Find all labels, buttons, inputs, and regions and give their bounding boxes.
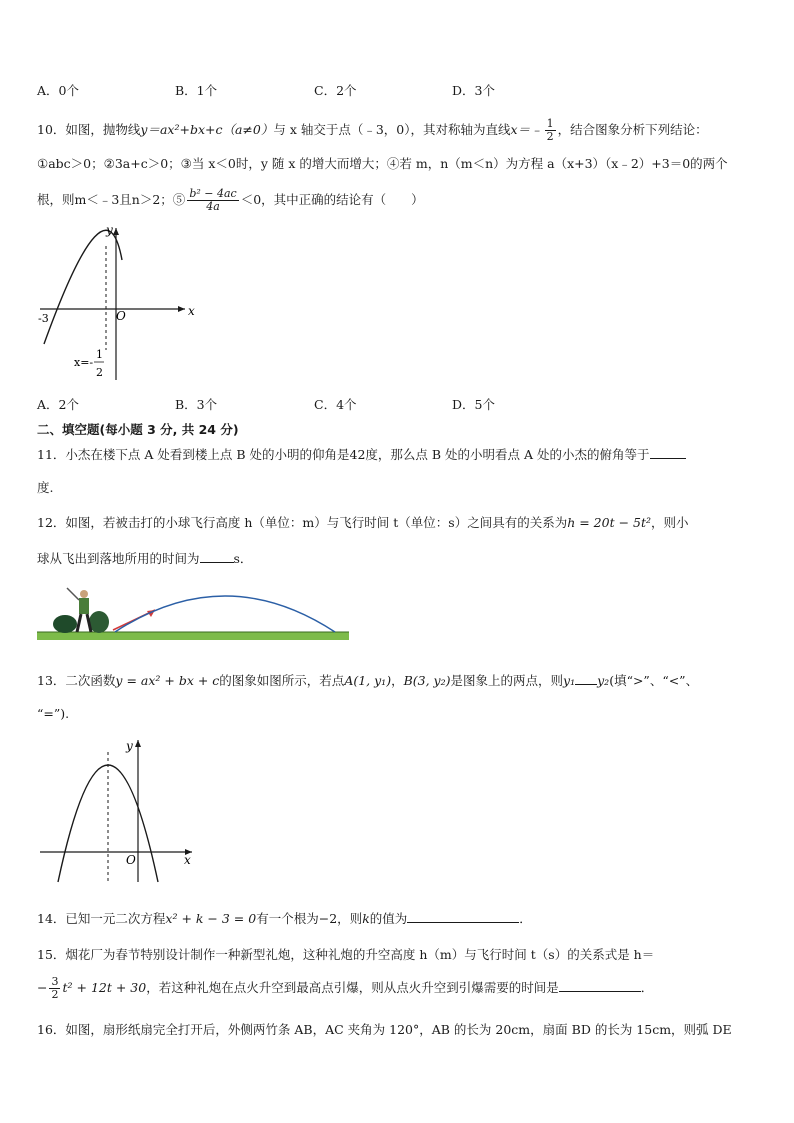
q15-fraction xyxy=(49,976,60,1001)
q12-answer-blank[interactable] xyxy=(200,550,234,563)
q12-line-1 xyxy=(37,514,689,532)
q13-y-arrow xyxy=(135,740,141,747)
q10-parabola-curve xyxy=(44,230,122,344)
q10-option-b: B．3个 xyxy=(175,397,218,412)
q15-text-b: ，若这种礼炮在点火升空到最高点引爆，则从点火升空到引爆需要的时间是 xyxy=(146,980,559,995)
q10-equation: y＝ax²+bx+c（a≠0） xyxy=(140,122,274,137)
q15-minus: − xyxy=(37,980,48,995)
q13-separator: ， xyxy=(391,673,404,688)
q11-line-2: 度. xyxy=(37,480,54,495)
q12-text-b: ，则小 xyxy=(651,515,689,530)
q10-line-2: ①abc＞0；②3a+c＞0；③当 x＜0时，y 随 x 的增大而增大；④若 m，n（m＜n）为方程 a（x+3）（x﹣2）+3＝0的两个 xyxy=(37,156,728,171)
q10-discriminant-fraction xyxy=(187,188,238,213)
q10-root-label: -3 xyxy=(38,312,49,325)
q15-line-1: 15．烟花厂为春节特别设计制作一种新型礼炮，这种礼炮的升空高度 h（m）与飞行时间 t（s）的关系式是 h＝ xyxy=(37,947,655,962)
q10-half-fraction xyxy=(545,118,556,143)
q13-y2: y₂ xyxy=(597,673,610,688)
q10-frac-num: b² − 4ac xyxy=(189,187,237,200)
q13-point-b: B(3, y₂) xyxy=(403,673,451,688)
q15-line-2 xyxy=(37,976,653,1001)
q13-text-b: 的图象如图所示，若点 xyxy=(219,673,345,688)
q14-text-a: 14．已知一元二次方程 xyxy=(37,911,166,926)
q12-text-a: 12．如图，若被击打的小球飞行高度 h（单位：m）与飞行时间 t（单位：s）之间具有的关系为 xyxy=(37,515,568,530)
q10-axis-text: x＝﹣ xyxy=(510,122,543,137)
q13-text-d: (填“>”、“<”、 xyxy=(609,673,699,688)
q12-text-line2b: s． xyxy=(233,551,253,566)
q14-root: −2 xyxy=(318,911,338,926)
q10-y-label: y xyxy=(106,223,113,237)
q13-x-label: x xyxy=(184,853,191,867)
q12-bush-left xyxy=(53,615,77,633)
q10-text-line3a: 根，则m＜﹣3且n＞2；⑤ xyxy=(37,192,186,207)
q13-point-a: A(1, y₁) xyxy=(344,673,392,688)
q10-option-c: C．4个 xyxy=(314,397,357,412)
q14-text-c: ，则 xyxy=(337,911,363,926)
q15-answer-blank[interactable] xyxy=(559,979,641,992)
q15-text-c: ． xyxy=(640,980,654,995)
q12-golfer-leg-left xyxy=(77,614,81,632)
q13-y1: y₁ xyxy=(563,673,576,688)
q12-golf-illustration xyxy=(37,582,351,642)
q10-x-arrow xyxy=(178,306,185,312)
q10-y-arrow xyxy=(113,228,119,235)
q10-line-1 xyxy=(37,118,708,143)
q12-line-2 xyxy=(37,550,252,568)
q12-flight-path xyxy=(115,596,335,632)
q10-axis-num: 1 xyxy=(96,348,103,361)
q14-line-1 xyxy=(37,910,532,928)
q12-ground xyxy=(37,632,349,640)
q14-text-b: 有一个根为 xyxy=(256,911,319,926)
q9-option-a: A．0个 xyxy=(37,83,79,98)
q10-text-b: 与 x 轴交于点（﹣3，0），其对称轴为直线 xyxy=(273,122,511,137)
q10-text-c: ，结合图象分析下列结论： xyxy=(557,122,708,137)
q12-text-line2a: 球从飞出到落地所用的时间为 xyxy=(37,551,200,566)
q10-text-a: 10．如图，抛物线 xyxy=(37,122,141,137)
q16-line-1: 16．如图，扇形纸扇完全打开后，外侧两竹条 AB，AC 夹角为 120°，AB 的长为 20cm，扇面 BD 的长为 15cm，则弧 DE xyxy=(37,1022,732,1037)
q11-text: 11．小杰在楼下点 A 处看到楼上点 B 处的小明的仰角是42度，那么点 B 处的小明看点 A 处的小杰的俯角等于 xyxy=(37,447,650,462)
q9-option-c: C．2个 xyxy=(314,83,357,98)
q10-axis-label: x=- xyxy=(74,356,94,369)
q13-text-c: 是图象上的两点，则 xyxy=(450,673,564,688)
q14-text-e: ． xyxy=(519,911,532,926)
q15-formula: t² + 12t + 30 xyxy=(62,980,147,995)
q13-line-2: “=”). xyxy=(37,706,70,721)
q12-golfer-body xyxy=(79,598,89,614)
q10-option-a: A．2个 xyxy=(37,397,79,412)
q12-golfer-head xyxy=(80,590,88,598)
q10-x-label: x xyxy=(188,304,195,318)
q13-y-label: y xyxy=(126,739,133,753)
q14-formula: x² + k − 3 = 0 xyxy=(165,911,257,926)
q10-origin-label: O xyxy=(116,309,126,323)
q10-frac-den: 4a xyxy=(206,200,220,213)
q13-answer-blank[interactable] xyxy=(575,672,597,685)
q15-frac-den: 2 xyxy=(51,988,59,1001)
q10-half-num: 1 xyxy=(546,117,554,130)
q14-answer-blank[interactable] xyxy=(407,910,519,923)
q14-text-d: 的值为 xyxy=(369,911,408,926)
q10-axis-den: 2 xyxy=(96,366,103,379)
q13-text-a: 13．二次函数 xyxy=(37,673,116,688)
q10-half-den: 2 xyxy=(546,130,554,143)
q13-parabola-graph xyxy=(36,734,198,886)
q10-line-3 xyxy=(37,188,424,213)
q10-text-line3b: ＜0，其中正确的结论有（ ） xyxy=(240,192,424,207)
q12-formula: h = 20t − 5t² xyxy=(567,515,652,530)
q10-option-d: D．5个 xyxy=(452,397,495,412)
q13-origin-label: O xyxy=(126,853,136,867)
q14-k: k xyxy=(362,911,370,926)
q13-line-1 xyxy=(37,672,698,690)
q11-line-1 xyxy=(37,446,686,464)
q12-golf-club xyxy=(67,588,79,600)
q13-formula: y = ax² + bx + c xyxy=(115,673,220,688)
q9-option-d: D．3个 xyxy=(452,83,495,98)
q10-parabola-graph xyxy=(30,222,200,384)
section-2-heading: 二、填空题(每小题 3 分, 共 24 分) xyxy=(37,422,239,437)
q9-option-b: B．1个 xyxy=(175,83,218,98)
q15-frac-num: 3 xyxy=(51,975,59,988)
q11-answer-blank[interactable] xyxy=(650,446,686,459)
